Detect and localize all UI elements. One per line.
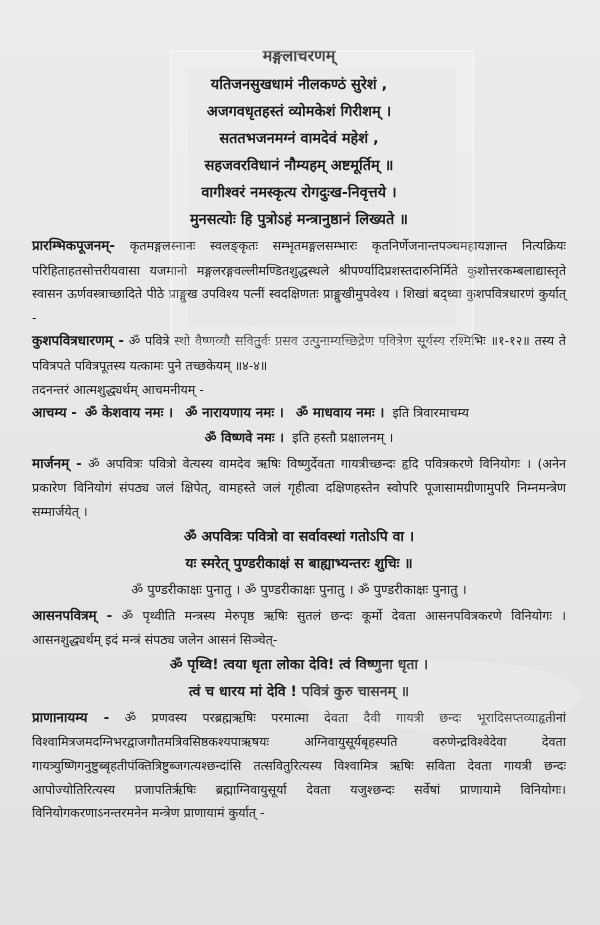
mantra-narayana: ॐ नारायणाय नमः । bbox=[185, 405, 284, 422]
marjana-paragraph bbox=[32, 452, 566, 524]
section-text: कृतमङ्गलस्नानः स्वलङ्कृतः सम्भृतमङ्गलसम्भारः कृतनिर्णेजनान्तपञ्चमहायज्ञान्त नित्यक्रियः परिहिताहतसोत्तरीयवासा यजमानो मङ्गलरङ्गवल्लीमण्डितशुद्धस्थले श्रीपर्ण्यादिप्रशस्तदारुनिर्मिते कुशोत्तरकम्बलाद्यास्तृते स्वासन ऊर्णवस्त्राच्छादिते पीठे प्राङ्मुख उपविश्य पत्नीं स्वदक्षिणतः प्राङ्मुखीमुपवेश्य । शिखां बद्ध्वा कुशपवित्रधारणं कुर्यात् - bbox=[32, 238, 566, 325]
verse-line: यतिजनसुखधामं नीलकण्ठं सुरेशं , bbox=[210, 77, 388, 93]
section-text: ॐ पृथ्वीति मन्त्रस्य मेरुपृष्ठ ऋषिः सुतलं छन्दः कूर्मो देवता आसनपवित्रकरणे विनियोगः । आसनशुद्ध्यर्थम् इदं मन्त्रं संपठ्य जलेन आसनं सिञ्चेत्- bbox=[32, 607, 566, 648]
section-text: ॐ अपवित्रः पवित्रो वेत्यस्य वामदेव ऋषिः विष्णुर्देवता गायत्रीच्छन्दः हृदि पवित्रकरणे विनियोगः । (अनेन प्रकारेण विनियोगं संपठ्य जलं क्षिपेत्, वामहस्ते जलं गृहीत्वा दक्षिणहस्तेन स्वोपरि पूजासामग्रीणामुपरि निम्नमन्त्रेण सम्मार्जयेत् । bbox=[32, 455, 566, 519]
verse-line: सहजवरविधानं नौम्यहम् अष्टमूर्तिम् ॥ bbox=[204, 158, 394, 174]
mantra-madhava: ॐ माधवाय नमः । bbox=[295, 405, 385, 422]
asana-paragraph bbox=[32, 604, 566, 652]
page-title: मङ्गलाचरणम् bbox=[262, 46, 336, 65]
vishnave-tail: इति हस्तौ प्रक्षालनम् । bbox=[292, 430, 394, 446]
achamya-tail: इति त्रिवारमाचम्य bbox=[392, 405, 469, 421]
mantra-vishnave: ॐ विष्णवे नमः । bbox=[204, 430, 284, 446]
section-text: ॐ प्रणवस्य परब्रह्मऋषिः परमात्मा देवता दैवी गायत्री छन्दः भूरादिसप्तव्याहृतीनां विश्वामित्रजमदग्निभरद्वाजगौतमत्रिवसिष्ठकश्यपाऋषयः अग्निवायुसूर्यबृहस्पति वरुणेन्द्रविश्वेदेवा देवता गायत्र्युष्णिगनुष्टुब्बृहतीपंक्तित्रिष्टुब्जगत्यश्छन्दांसि तत्सवितुरित्यस्य विश्वामित्र ऋषिः सविता देवता गायत्री छन्दः आपोज्योतिरित्यस्य प्रजापतिर्ऋषिः ब्रह्माग्निवायुसूर्या देवता यजुश्छन्दः सर्वेषां प्राणायामे विनियोगः। विनियोगकरणाऽनन्तरमनेन मन्त्रेण प्राणायामं कुर्यात् - bbox=[32, 709, 566, 821]
section-label: मार्जनम् - bbox=[32, 455, 82, 472]
verse-line: अजगवधृतहस्तं व्योमकेशं गिरीशम् । bbox=[206, 104, 392, 120]
section-label: प्रारम्भिकपूजनम्- bbox=[32, 238, 115, 254]
apavitra-verse-line: यः स्मरेत् पुण्डरीकाक्षं स बाह्याभ्यन्तरः शुचिः ॥ bbox=[185, 555, 413, 572]
vishnave-line bbox=[32, 426, 566, 452]
apavitra-verse-line: ॐ अपवित्रः पवित्रो वा सर्वावस्थां गतोऽपि वा । bbox=[183, 528, 415, 545]
section-label: आचम्य - bbox=[32, 405, 77, 422]
watermark-frame bbox=[170, 50, 474, 344]
section-label: प्राणानायम्य - bbox=[32, 709, 110, 726]
prithvi-verse-line: त्वं च धारय मां देवि ! पवित्रं कुरु चासनम् ॥ bbox=[188, 683, 410, 700]
section-label: आसनपवित्रम् - bbox=[32, 607, 113, 624]
tadanantaram-line: तदनन्तरं आत्मशुद्ध्यर्थम् आचमनीयम् - bbox=[32, 381, 204, 397]
achamya-line bbox=[32, 401, 566, 426]
prithvi-verse-line: ॐ पृथ्वि! त्वया धृता लोका देवि! त्वं विष्णुना धृता । bbox=[169, 656, 429, 673]
verse-line: वागीश्वरं नमस्कृत्य रोगदुःख-निवृत्तये । bbox=[201, 185, 397, 201]
mantra-keshava: ॐ केशवाय नमः । bbox=[84, 405, 174, 422]
watermark-shadow bbox=[300, 660, 580, 730]
section-text: ॐ पवित्रे स्थो वैष्णव्यौ सवितुर्वः प्रसव उत्पुनाम्यच्छिद्रेण पवित्रेण सूर्यस्य रश्मिभिः ॥१-१२॥ तस्य ते पवित्रपते पवित्रपूतस्य यत्कामः पुने तच्छकेयम् ॥४-४॥ bbox=[32, 333, 566, 373]
verse-line: सततभजनमग्नं वामदेवं महेशं , bbox=[219, 131, 379, 147]
verse-line: मुनसत्योः हि पुत्रोऽहं मन्त्रानुष्ठानं लिख्यते ॥ bbox=[190, 212, 408, 228]
pundarika-line: ॐ पुण्डरीकाक्षः पुनातु । ॐ पुण्डरीकाक्षः पुनातु । ॐ पुण्डरीकाक्षः पुनातु । bbox=[131, 582, 467, 598]
section-label: कुशपवित्रधारणम् - bbox=[32, 333, 124, 350]
